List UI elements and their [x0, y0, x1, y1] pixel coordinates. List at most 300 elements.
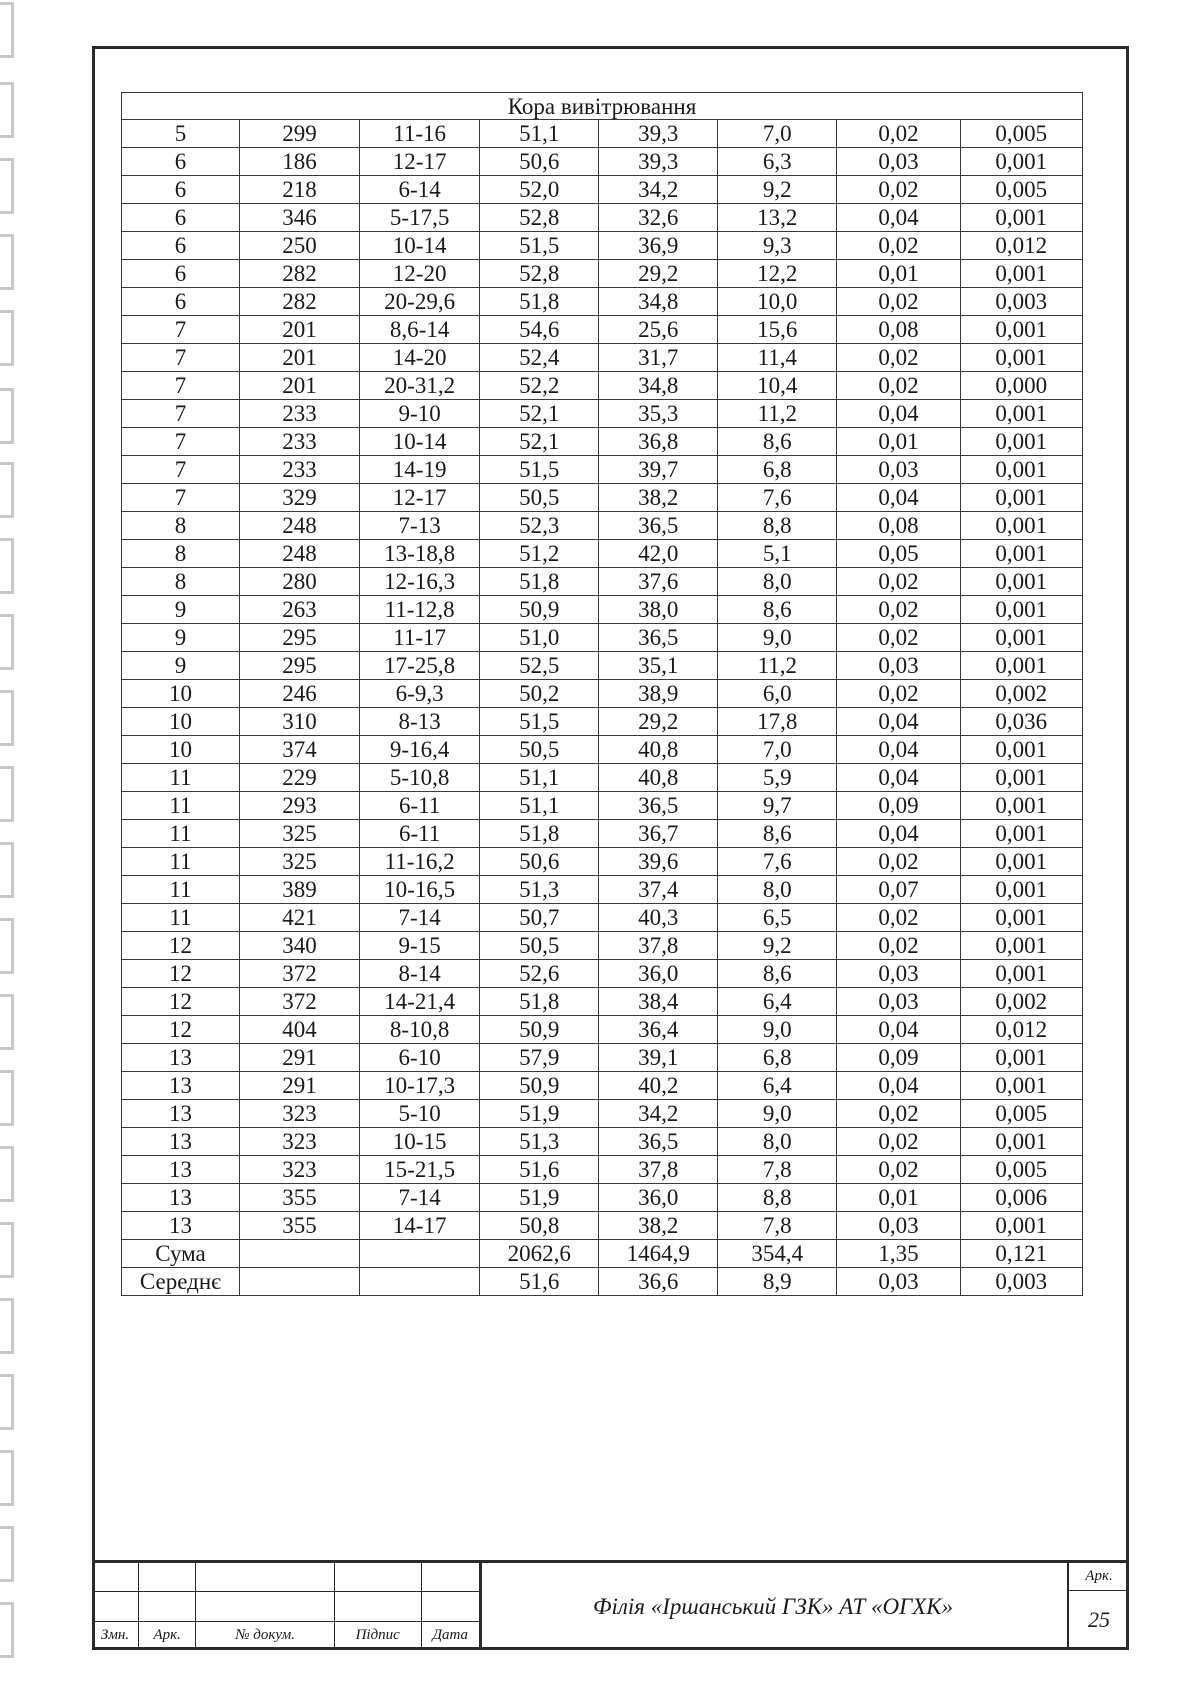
- table-cell: 13: [122, 1184, 240, 1212]
- table-cell: 7,6: [718, 848, 837, 876]
- table-cell: 11-16: [360, 120, 480, 148]
- table-cell: 8-10,8: [360, 1016, 480, 1044]
- table-cell: 0,04: [837, 484, 960, 512]
- table-cell: 50,9: [480, 1072, 599, 1100]
- binder-mark: [0, 158, 14, 214]
- table-cell: 389: [239, 876, 359, 904]
- table-cell: 38,2: [599, 1212, 718, 1240]
- binder-mark: [0, 2, 14, 58]
- table-cell: 10-17,3: [360, 1072, 480, 1100]
- table-cell: 0,005: [960, 120, 1082, 148]
- table-cell: 50,5: [480, 932, 599, 960]
- table-row: [122, 820, 1083, 848]
- table-cell: 7,0: [718, 736, 837, 764]
- table-cell: 323: [239, 1128, 359, 1156]
- table-cell: 340: [239, 932, 359, 960]
- table-row: [122, 120, 1083, 148]
- table-cell: 0,02: [837, 680, 960, 708]
- table-cell: 13-18,8: [360, 540, 480, 568]
- table-cell: 52,4: [480, 344, 599, 372]
- table-cell: 263: [239, 596, 359, 624]
- table-row: [122, 680, 1083, 708]
- table-row: [122, 1072, 1083, 1100]
- table-cell: 36,0: [599, 960, 718, 988]
- table-cell: 0,02: [837, 288, 960, 316]
- table-cell: 50,9: [480, 596, 599, 624]
- table-cell: 6,8: [718, 456, 837, 484]
- table-cell: 51,1: [480, 120, 599, 148]
- table-cell: 8,6: [718, 596, 837, 624]
- table-cell: 6-14: [360, 176, 480, 204]
- table-cell: 11-17: [360, 624, 480, 652]
- table-cell: 233: [239, 400, 359, 428]
- table-row: [122, 512, 1083, 540]
- table-cell: 50,9: [480, 1016, 599, 1044]
- table-cell: 10: [122, 680, 240, 708]
- table-cell: 29,2: [599, 260, 718, 288]
- organization-name: Філія «Іршанський ГЗК» АТ «ОГХК»: [480, 1563, 1064, 1650]
- stamp-cell: [421, 1592, 479, 1621]
- stamp-cell: [139, 1592, 196, 1621]
- table-row: [122, 708, 1083, 736]
- table-cell: 13: [122, 1044, 240, 1072]
- summary-cell: 8,9: [718, 1268, 837, 1296]
- table-cell: 0,000: [960, 372, 1082, 400]
- table-cell: 52,1: [480, 428, 599, 456]
- summary-cell: [360, 1268, 480, 1296]
- table-cell: 10-14: [360, 428, 480, 456]
- table-cell: 51,2: [480, 540, 599, 568]
- table-cell: 14-21,4: [360, 988, 480, 1016]
- table-cell: 291: [239, 1044, 359, 1072]
- table-cell: 7: [122, 400, 240, 428]
- table-cell: 325: [239, 848, 359, 876]
- table-cell: 293: [239, 792, 359, 820]
- table-cell: 0,002: [960, 988, 1082, 1016]
- table-cell: 52,6: [480, 960, 599, 988]
- table-cell: 0,012: [960, 1016, 1082, 1044]
- table-cell: 8,0: [718, 876, 837, 904]
- table-cell: 11-16,2: [360, 848, 480, 876]
- table-cell: 37,8: [599, 932, 718, 960]
- table-cell: 36,5: [599, 624, 718, 652]
- table-cell: 25,6: [599, 316, 718, 344]
- table-cell: 7: [122, 484, 240, 512]
- table-cell: 0,036: [960, 708, 1082, 736]
- table-row: [122, 484, 1083, 512]
- table-row: [122, 540, 1083, 568]
- table-cell: 372: [239, 988, 359, 1016]
- table-cell: 12-17: [360, 484, 480, 512]
- table-row: [122, 1184, 1083, 1212]
- table-row: [122, 288, 1083, 316]
- table-cell: 6,0: [718, 680, 837, 708]
- table-cell: 0,001: [960, 596, 1082, 624]
- table-cell: 7: [122, 316, 240, 344]
- table-cell: 13: [122, 1100, 240, 1128]
- table-cell: 0,04: [837, 820, 960, 848]
- table-cell: 12: [122, 932, 240, 960]
- table-cell: 39,6: [599, 848, 718, 876]
- table-cell: 295: [239, 624, 359, 652]
- table-cell: 9: [122, 596, 240, 624]
- table-row: [122, 960, 1083, 988]
- table-cell: 0,001: [960, 260, 1082, 288]
- table-cell: 0,001: [960, 904, 1082, 932]
- binder-mark: [0, 842, 14, 898]
- table-row: [122, 876, 1083, 904]
- table-row: [122, 652, 1083, 680]
- table-cell: 280: [239, 568, 359, 596]
- table-cell: 282: [239, 260, 359, 288]
- table-cell: 0,01: [837, 428, 960, 456]
- table-cell: 12-17: [360, 148, 480, 176]
- table-cell: 0,005: [960, 1156, 1082, 1184]
- stamp-row: [92, 1592, 480, 1621]
- table-cell: 57,9: [480, 1044, 599, 1072]
- stamp-label-doc-number: № докум.: [196, 1621, 335, 1650]
- stamp-label-date: Дата: [421, 1621, 479, 1650]
- table-cell: 9: [122, 652, 240, 680]
- summary-cell: 2062,6: [480, 1240, 599, 1268]
- table-cell: 0,012: [960, 232, 1082, 260]
- binder-mark: [0, 766, 14, 822]
- table-row: [122, 848, 1083, 876]
- table-cell: 404: [239, 1016, 359, 1044]
- table-cell: 7,0: [718, 120, 837, 148]
- summary-cell: [239, 1268, 359, 1296]
- table-cell: 13: [122, 1212, 240, 1240]
- table-row: [122, 736, 1083, 764]
- table-cell: 20-29,6: [360, 288, 480, 316]
- table-cell: 10,0: [718, 288, 837, 316]
- sheet-number: 25: [1088, 1606, 1110, 1632]
- table-row: [122, 568, 1083, 596]
- table-cell: 291: [239, 1072, 359, 1100]
- table-cell: 39,3: [599, 120, 718, 148]
- table-cell: 7-13: [360, 512, 480, 540]
- table-cell: 310: [239, 708, 359, 736]
- binder-mark: [0, 1070, 14, 1126]
- table-cell: 6: [122, 260, 240, 288]
- table-cell: 9-15: [360, 932, 480, 960]
- table-cell: 51,3: [480, 876, 599, 904]
- table-cell: 0,05: [837, 540, 960, 568]
- table-cell: 0,03: [837, 988, 960, 1016]
- table-row: [122, 204, 1083, 232]
- summary-cell: [360, 1240, 480, 1268]
- table-cell: 355: [239, 1212, 359, 1240]
- table-cell: 0,001: [960, 792, 1082, 820]
- table-cell: 5-17,5: [360, 204, 480, 232]
- table-cell: 52,3: [480, 512, 599, 540]
- table-cell: 0,09: [837, 1044, 960, 1072]
- table-cell: 8: [122, 540, 240, 568]
- table-cell: 11: [122, 876, 240, 904]
- table-row: [122, 764, 1083, 792]
- table-cell: 11,2: [718, 652, 837, 680]
- table-cell: 0,04: [837, 1072, 960, 1100]
- stamp-cell: [92, 1563, 139, 1592]
- table-row: [122, 988, 1083, 1016]
- table-cell: 0,02: [837, 568, 960, 596]
- table-cell: 0,02: [837, 848, 960, 876]
- table-cell: 11,2: [718, 400, 837, 428]
- table-cell: 7: [122, 372, 240, 400]
- table-cell: 8,6: [718, 428, 837, 456]
- table-row: [122, 456, 1083, 484]
- stamp-row: [92, 1563, 480, 1592]
- table-cell: 218: [239, 176, 359, 204]
- binder-mark: [0, 234, 14, 290]
- table-cell: 201: [239, 344, 359, 372]
- table-cell: 12: [122, 960, 240, 988]
- table-cell: 6-9,3: [360, 680, 480, 708]
- table-cell: 0,04: [837, 736, 960, 764]
- table-cell: 0,001: [960, 540, 1082, 568]
- table-cell: 11-12,8: [360, 596, 480, 624]
- table-cell: 51,5: [480, 456, 599, 484]
- table-cell: 6,4: [718, 988, 837, 1016]
- table-row: [122, 260, 1083, 288]
- stamp-cell: [196, 1563, 335, 1592]
- binder-mark: [0, 310, 14, 366]
- table-cell: 0,001: [960, 652, 1082, 680]
- binder-mark: [0, 1298, 14, 1354]
- table-cell: 15,6: [718, 316, 837, 344]
- table-cell: 6: [122, 148, 240, 176]
- table-cell: 0,09: [837, 792, 960, 820]
- table-cell: 0,006: [960, 1184, 1082, 1212]
- table-cell: 0,001: [960, 764, 1082, 792]
- table-cell: 51,5: [480, 708, 599, 736]
- table-cell: 0,04: [837, 1016, 960, 1044]
- table-cell: 7: [122, 428, 240, 456]
- table-cell: 8-14: [360, 960, 480, 988]
- table-row: [122, 1212, 1083, 1240]
- table-cell: 0,02: [837, 372, 960, 400]
- table-cell: 12: [122, 988, 240, 1016]
- table-cell: 15-21,5: [360, 1156, 480, 1184]
- table-cell: 0,001: [960, 344, 1082, 372]
- summary-cell: [239, 1240, 359, 1268]
- table-cell: 51,1: [480, 792, 599, 820]
- table-cell: 0,001: [960, 568, 1082, 596]
- table-cell: 6: [122, 176, 240, 204]
- table-cell: 13: [122, 1072, 240, 1100]
- table-cell: 6-11: [360, 820, 480, 848]
- table-cell: 9,2: [718, 176, 837, 204]
- table-cell: 8: [122, 568, 240, 596]
- table-cell: 0,07: [837, 876, 960, 904]
- table-cell: 36,5: [599, 792, 718, 820]
- table-cell: 36,4: [599, 1016, 718, 1044]
- table-cell: 11: [122, 848, 240, 876]
- table-cell: 8,8: [718, 512, 837, 540]
- table-row: [122, 904, 1083, 932]
- table-row: [122, 372, 1083, 400]
- table-cell: 52,8: [480, 260, 599, 288]
- table-cell: 11,4: [718, 344, 837, 372]
- table-cell: 372: [239, 960, 359, 988]
- table-cell: 12,2: [718, 260, 837, 288]
- table-cell: 0,02: [837, 232, 960, 260]
- table-cell: 34,8: [599, 372, 718, 400]
- table-cell: 10-14: [360, 232, 480, 260]
- table-cell: 9,2: [718, 932, 837, 960]
- table-cell: 40,3: [599, 904, 718, 932]
- table-row: [122, 932, 1083, 960]
- table-cell: 36,5: [599, 1128, 718, 1156]
- table-cell: 0,03: [837, 960, 960, 988]
- stamp-cell: [334, 1592, 421, 1621]
- summary-cell: Сума: [122, 1240, 240, 1268]
- table-cell: 229: [239, 764, 359, 792]
- table-cell: 0,02: [837, 1156, 960, 1184]
- table-cell: 323: [239, 1100, 359, 1128]
- table-cell: 0,002: [960, 680, 1082, 708]
- table-cell: 201: [239, 316, 359, 344]
- table-cell: 39,3: [599, 148, 718, 176]
- table-cell: 0,02: [837, 624, 960, 652]
- summary-cell: 1,35: [837, 1240, 960, 1268]
- table-cell: 0,03: [837, 148, 960, 176]
- summary-row: [122, 1268, 1083, 1296]
- table-cell: 37,4: [599, 876, 718, 904]
- table-cell: 0,001: [960, 624, 1082, 652]
- table-cell: 246: [239, 680, 359, 708]
- table-cell: 0,02: [837, 932, 960, 960]
- table-cell: 421: [239, 904, 359, 932]
- table-cell: 12: [122, 1016, 240, 1044]
- table-cell: 12-16,3: [360, 568, 480, 596]
- table-cell: 50,7: [480, 904, 599, 932]
- table-cell: 52,5: [480, 652, 599, 680]
- table-cell: 0,04: [837, 764, 960, 792]
- summary-cell: 36,6: [599, 1268, 718, 1296]
- table-cell: 0,08: [837, 512, 960, 540]
- table-cell: 329: [239, 484, 359, 512]
- table-cell: 0,001: [960, 512, 1082, 540]
- table-cell: 0,001: [960, 932, 1082, 960]
- table-cell: 374: [239, 736, 359, 764]
- table-cell: 5,9: [718, 764, 837, 792]
- table-cell: 355: [239, 1184, 359, 1212]
- table-cell: 6-11: [360, 792, 480, 820]
- binder-mark: [0, 614, 14, 670]
- table-cell: 0,001: [960, 1128, 1082, 1156]
- table-cell: 248: [239, 540, 359, 568]
- table-cell: 9-16,4: [360, 736, 480, 764]
- table-cell: 52,8: [480, 204, 599, 232]
- caption-row: [122, 93, 1083, 120]
- table-cell: 186: [239, 148, 359, 176]
- table-cell: 12-20: [360, 260, 480, 288]
- table-cell: 6: [122, 288, 240, 316]
- table-row: [122, 1128, 1083, 1156]
- table-cell: 6,3: [718, 148, 837, 176]
- table-cell: 7: [122, 456, 240, 484]
- binder-mark: [0, 538, 14, 594]
- table-cell: 233: [239, 428, 359, 456]
- table-cell: 51,1: [480, 764, 599, 792]
- table-cell: 0,02: [837, 1128, 960, 1156]
- table-cell: 39,7: [599, 456, 718, 484]
- table-cell: 0,005: [960, 176, 1082, 204]
- table-cell: 13: [122, 1128, 240, 1156]
- table-cell: 8,6-14: [360, 316, 480, 344]
- title-block: [92, 1560, 1129, 1650]
- table-cell: 51,3: [480, 1128, 599, 1156]
- table-row: [122, 624, 1083, 652]
- table-cell: 0,001: [960, 148, 1082, 176]
- table-cell: 0,001: [960, 1044, 1082, 1072]
- table-cell: 0,02: [837, 1100, 960, 1128]
- table-cell: 20-31,2: [360, 372, 480, 400]
- summary-cell: 0,121: [960, 1240, 1082, 1268]
- table-cell: 0,001: [960, 204, 1082, 232]
- table-cell: 0,001: [960, 400, 1082, 428]
- table-cell: 0,001: [960, 736, 1082, 764]
- table-cell: 8,0: [718, 1128, 837, 1156]
- table-body: [122, 93, 1083, 1296]
- table-cell: 0,03: [837, 456, 960, 484]
- table-cell: 35,1: [599, 652, 718, 680]
- binder-mark: [0, 1374, 14, 1430]
- table-cell: 51,8: [480, 288, 599, 316]
- stamp-cell: [196, 1592, 335, 1621]
- table-cell: 17,8: [718, 708, 837, 736]
- table-cell: 0,003: [960, 288, 1082, 316]
- table-cell: 0,04: [837, 400, 960, 428]
- table-cell: 13: [122, 1156, 240, 1184]
- table-cell: 346: [239, 204, 359, 232]
- table-cell: 10-16,5: [360, 876, 480, 904]
- table-cell: 0,03: [837, 1212, 960, 1240]
- table-row: [122, 428, 1083, 456]
- table-cell: 51,9: [480, 1100, 599, 1128]
- binder-mark: [0, 918, 14, 974]
- binder-mark: [0, 1526, 14, 1582]
- table-row: [122, 1156, 1083, 1184]
- table-cell: 14-17: [360, 1212, 480, 1240]
- table-cell: 34,8: [599, 288, 718, 316]
- table-cell: 38,0: [599, 596, 718, 624]
- table-cell: 10,4: [718, 372, 837, 400]
- table-cell: 0,001: [960, 876, 1082, 904]
- table-cell: 0,001: [960, 1212, 1082, 1240]
- stamp-grid: [92, 1563, 480, 1650]
- summary-cell: 51,6: [480, 1268, 599, 1296]
- table-cell: 248: [239, 512, 359, 540]
- table-cell: 299: [239, 120, 359, 148]
- table-cell: 51,8: [480, 820, 599, 848]
- table-cell: 250: [239, 232, 359, 260]
- table-cell: 6: [122, 204, 240, 232]
- binder-mark: [0, 82, 14, 138]
- table-cell: 0,02: [837, 596, 960, 624]
- table-cell: 8,6: [718, 820, 837, 848]
- table-cell: 6,8: [718, 1044, 837, 1072]
- table-row: [122, 344, 1083, 372]
- table-cell: 36,8: [599, 428, 718, 456]
- table-cell: 0,08: [837, 316, 960, 344]
- table-cell: 0,001: [960, 820, 1082, 848]
- binder-mark: [0, 388, 14, 444]
- table-cell: 9: [122, 624, 240, 652]
- table-cell: 31,7: [599, 344, 718, 372]
- table-cell: 17-25,8: [360, 652, 480, 680]
